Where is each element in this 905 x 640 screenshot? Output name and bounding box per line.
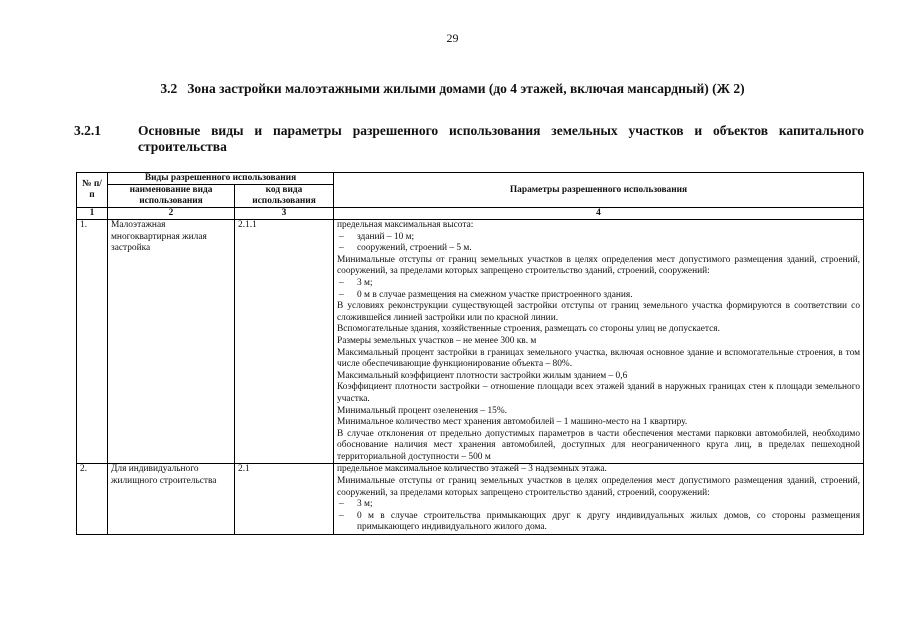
parameter-paragraph: Коэффициент плотности застройки – отношение площади всех этажей зданий в наружных границах стен к площади земельного участка. [337, 382, 861, 404]
parameter-list-item: – 0 м в случае строительства примыкающих друг к другу индивидуальных жилых домов, со стороны размещения примыкающего индивидуального жилого дома. [337, 511, 860, 534]
parameter-paragraph: Минимальные отступы от границ земельных участков в целях определения мест допустимого размещения зданий, строений, сооружений, за пределами которых запрещено строительство зданий, строений, сооружений: [337, 254, 861, 277]
parameter-paragraph: В условиях реконструкции существующей застройки отступы от границ земельного участка формируются в соответствии со сложившейся линией застройки или по красной линии. [337, 301, 861, 323]
subsection-heading [74, 123, 864, 155]
parameter-paragraph: Минимальное количество мест хранения автомобилей – 1 машино-место на 1 квартиру. [337, 417, 688, 428]
row-number: 2. [77, 464, 108, 535]
parameter-paragraph: Размеры земельных участков – не менее 300 кв. м [337, 335, 537, 346]
parameter-list-item: – 0 м в случае размещения на смежном участке пристроенного здания. [337, 290, 860, 302]
header-name: наименование вида использования [108, 185, 235, 208]
land-use-table [76, 172, 864, 535]
parameter-paragraph: Минимальные отступы от границ земельных участков в целях определения мест допустимого размещения зданий, строений, сооружений, за пределами которых запрещено строительство зданий, строений, сооружений: [337, 476, 861, 498]
section-number: 3.2 [160, 81, 178, 96]
header-num: № п/п [77, 173, 108, 208]
col-number: 1 [77, 208, 108, 220]
parameter-list-item: – сооружений, строений – 5 м. [337, 243, 860, 255]
table-row [77, 220, 864, 464]
col-number: 4 [334, 208, 864, 220]
col-number: 3 [235, 208, 334, 220]
header-types-group: Виды разрешенного использования [108, 173, 334, 185]
row-number: 1. [77, 220, 108, 464]
parameter-paragraph: Максимальный коэффициент плотности застройки жилым зданием – 0,6 [337, 370, 628, 381]
section-title: Зона застройки малоэтажными жилыми домами (до 4 этажей, включая мансардный) (Ж 2) [187, 81, 745, 96]
parameter-list-item: – 3 м; [337, 278, 860, 290]
use-type-name: Для индивидуального жилищного строительства [108, 464, 235, 535]
parameter-list-item: – зданий – 10 м; [337, 232, 860, 244]
header-params: Параметры разрешенного использования [334, 173, 864, 208]
section-heading [0, 81, 905, 97]
parameter-paragraph: предельное максимальное количество этажей – 3 надземных этажа. [337, 464, 607, 475]
parameter-paragraph: Минимальный процент озеленения – 15%. [337, 405, 507, 416]
header-code: код вида использования [235, 185, 334, 208]
use-type-code: 2.1 [235, 464, 334, 535]
parameter-paragraph: В случае отклонения от предельно допустимых параметров в части обеспечения местами парковки автомобилей, необходимо обоснование наличия мест хранения автомобилей, доступных для неограниченного круга лиц, в пределах пешеходной территориальной доступности – 500 м [337, 428, 861, 462]
parameter-paragraph: предельная максимальная высота: [337, 220, 474, 230]
subsection-number: 3.2.1 [74, 123, 101, 138]
subsection-title: Основные виды и параметры разрешенного использования земельных участков и объектов капитального строительства [138, 123, 864, 154]
parameters-cell [334, 220, 864, 464]
use-type-name: Малоэтажная многоквартирная жилая застройка [108, 220, 235, 464]
parameter-paragraph: Вспомогательные здания, хозяйственные строения, размещать со стороны улиц не допускается. [337, 324, 720, 335]
page-number: 29 [446, 31, 459, 45]
parameter-list-item: – 3 м; [337, 499, 860, 511]
col-number: 2 [108, 208, 235, 220]
table-row [77, 464, 864, 535]
use-type-code: 2.1.1 [235, 220, 334, 464]
parameter-paragraph: Максимальный процент застройки в границах земельного участка, включая основное здание и вспомогательные строения, в том числе обеспечивающие функционирование объекта – 80%. [337, 347, 861, 370]
parameters-cell [334, 464, 864, 535]
